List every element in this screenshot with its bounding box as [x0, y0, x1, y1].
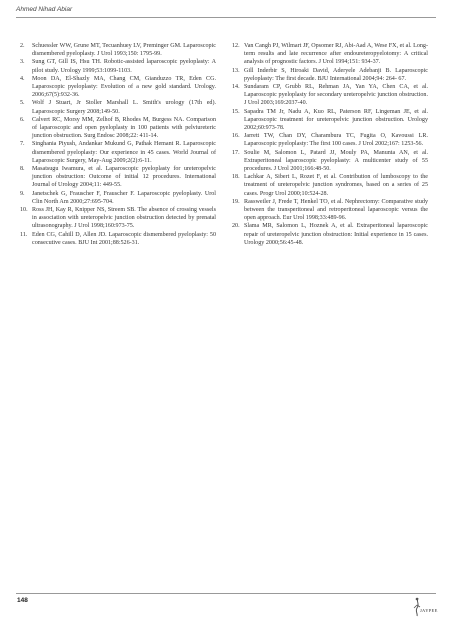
publisher-logo-icon: [404, 596, 440, 618]
reference-item: [232, 108, 428, 133]
reference-number: 11.: [20, 231, 28, 238]
reference-text: Moon DA, El-Shazly MA, Chang CM, Gianduzzo TR, Eden CG. Laparoscopic pyeloplasty: Evolution of a new gold standard. Urology. 2006;67(5):932-36.: [32, 75, 216, 99]
reference-text: Slama MR, Salomon L, Hoznek A, et al. Extraperitoneal laparoscopic repair of ureteropelvic junction obstruction: Initial experience in 15 cases. Urology 2000;56:45-48.: [244, 223, 428, 246]
reference-number: 20.: [232, 223, 240, 230]
reference-text: Ross JH, Kay R, Knipper NS, Streem SB. The absence of crossing vessels in association with ureteropelvic junction obstruction detected by prenatal ultrasonography. J Urol 1998;160:973-75.: [32, 207, 216, 230]
reference-item: [232, 132, 428, 148]
reference-number: 4.: [20, 75, 25, 82]
reference-text: Rassweiler J, Frede T, Henkel TO, et al. Nephrectomy: Comparative study between the transperitoneal and retroperitoneal laparoscopic versus the open approach. Eur Urol 1998;33:489-96.: [244, 198, 428, 222]
reference-item: [232, 67, 428, 83]
references-column-right: [232, 42, 428, 247]
reference-number: 16.: [232, 133, 240, 140]
reference-number: 12.: [232, 43, 240, 49]
reference-number: 19.: [232, 198, 240, 205]
references-column-left: [20, 42, 216, 247]
reference-number: 7.: [20, 141, 25, 148]
reference-number: 13.: [232, 67, 240, 74]
reference-number: 5.: [20, 100, 25, 107]
reference-item: [20, 140, 216, 165]
reference-number: 14.: [232, 84, 240, 91]
reference-item: [232, 149, 428, 174]
publisher-logo-text: JAYPEE: [420, 608, 438, 613]
reference-text: Schuessler WW, Grune MT, Tecuanhuey LV, Preminger GM. Laparoscopic dismembered pyeloplasty. J Urol 1993;150: 1795-99.: [32, 43, 216, 58]
reference-item: [20, 75, 216, 100]
reference-text: Calvert RC, Morsy MM, Zelhof B, Rhodes M, Burgess NA. Comparison of laparoscopic and open pyeloplasty in 100 patients with pelviureteric junction obstruction. Surg Endosc 2008;22: 411-14.: [32, 116, 216, 140]
page-number: 148: [17, 597, 28, 604]
reference-text: Lachkar A, Sibert L, Rozet F, et al. Contribution of lumboscopy to the treatment of ureteropelvic junction syndromes, based on a series of 25 cases. Progr Urol 2000;10:524-28.: [244, 174, 428, 197]
reference-text: Soulie M, Salomon L, Patard JJ, Mouly PA, Manunta AN, et al. Extraperitoneal laparoscopic pyeloplasty: A multicenter study of 55 procedures. J Urol 2001;166:48-50.: [244, 149, 428, 173]
footer-divider: [16, 593, 436, 594]
reference-item: [232, 198, 428, 223]
reference-item: [20, 190, 216, 206]
reference-item: [232, 42, 428, 67]
reference-item: [20, 165, 216, 190]
reference-item: [20, 42, 216, 58]
reference-item: [232, 83, 428, 108]
reference-number: 3.: [20, 59, 25, 66]
reference-number: 17.: [232, 149, 240, 156]
reference-text: Sundaram CP, Grubb RL, Rehman JA, Yan YA, Chen CA, et al. Laparoscopic pyeloplasty for secondary ureteropelvic junction obstruction. J Urol 2003;169:2037-40.: [244, 84, 428, 107]
reference-text: Gill Inderbir S, Hiroaki David, Aderyele Adebanji B. Laparoscopic pyeloplasty: The first decade. BJU International 2004;94: 264- 67.: [244, 67, 428, 82]
reference-text: Van Cangh PJ, Wilmart JF, Opsomer RJ, Abi-Aad A, Wese FX, et al. Long-term results and late recurrence after endoureteropyelotomy: A critical analysis of prognostic factors. J Urol 1994;151: 934-37.: [244, 43, 428, 66]
reference-item: [232, 173, 428, 198]
reference-number: 6.: [20, 116, 25, 123]
reference-item: [20, 231, 216, 247]
header-divider: [16, 17, 436, 18]
reference-item: [232, 222, 428, 247]
reference-text: Janetschek G, Frauscher F, Frauscher F. Laparoscopic pyeloplasty. Urol Clin North Am 2000;27:695-704.: [32, 190, 216, 205]
reference-number: 10.: [20, 207, 28, 214]
reference-number: 8.: [20, 166, 25, 173]
reference-text: Jarrett TW, Chan DY, Charambura TC, Fugita O, Kavoussi LR. Laparoscopic pyeloplasty: The first 100 cases. J Urol 2002;167: 1253-56.: [244, 133, 428, 148]
reference-text: Singhania Piyush, Andankar Mukund G, Pathak Hemant R. Laparoscopic dismembered pyeloplasty: Our experience in 45 cases. World Journal of Laparoscopic Surgery, May-Aug 2009;2(2):6-11.: [32, 141, 216, 164]
reference-number: 18.: [232, 174, 240, 181]
reference-text: Sung GT, Gill IS, Hsu TH. Robotic-assisted laparoscopic pyeloplasty: A pilot study. Urology 1999;53:1099-1103.: [32, 59, 216, 74]
reference-text: Eden CG, Cahill D, Allen JD. Laparoscopic dismembered pyeloplasty: 50 consecutive cases. BJU Int 2001;88:526-31.: [32, 231, 216, 246]
reference-item: [20, 99, 216, 115]
reference-item: [20, 58, 216, 74]
reference-text: Masatsugu Iwamura, et al. Laparoscopic pyeloplasty for ureteropelvic junction obstruction: Outcome of initial 12 procedures. International Journal of Urology 2004;11: 449-55.: [32, 166, 216, 189]
reference-item: [20, 206, 216, 231]
reference-text: Wolf J Stuart, Jr Stoller Marshall L. Smith's urology (17th ed). Laparoscopic Surgery 2008;149-50.: [32, 100, 216, 115]
reference-item: [20, 116, 216, 141]
running-header-author: Ahmed Nihad Abiar: [16, 6, 73, 13]
reference-number: 9.: [20, 190, 25, 197]
reference-text: Sapadra TM Jr, Nadu A, Kuo RL, Paterson RF, Lingeman JE, et al. Laparoscopic treatment for ureteropelvic junction obstruction. Urology 2002;60:973-78.: [244, 108, 428, 132]
reference-number: 15.: [232, 108, 240, 115]
reference-number: 2.: [20, 43, 25, 49]
